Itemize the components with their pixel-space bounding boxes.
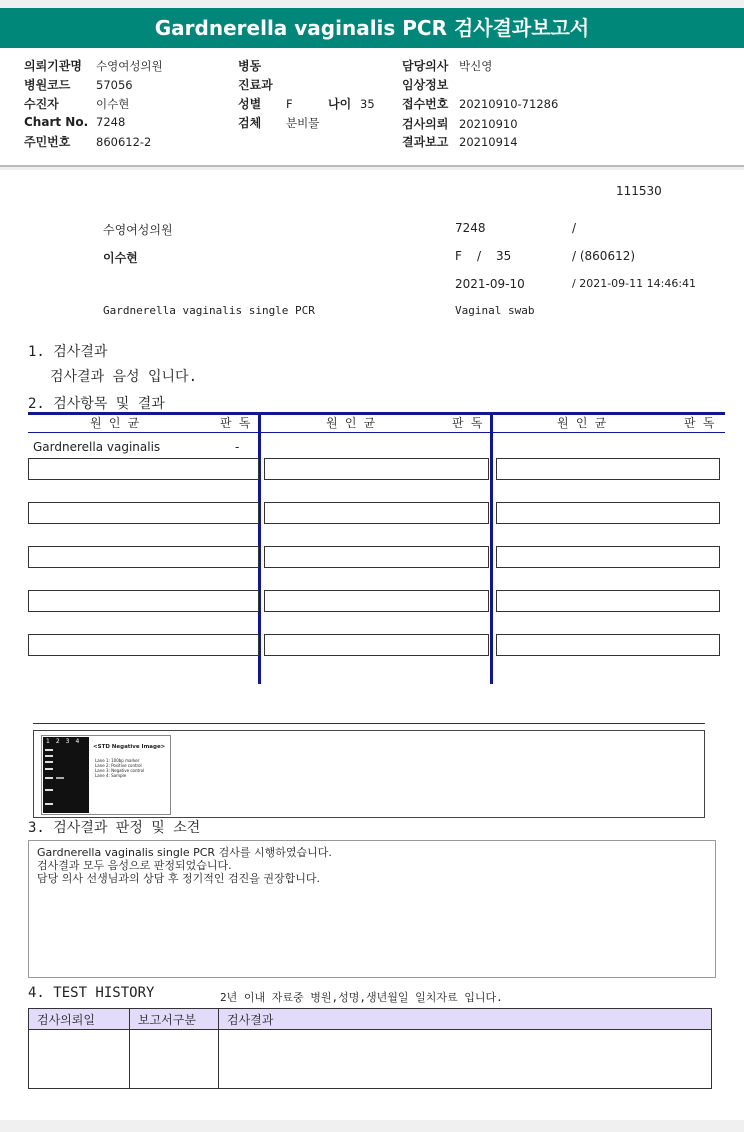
header-label: 나이 — [328, 97, 352, 111]
gel-legend-item: Lane 1: 100bp marker — [95, 758, 140, 763]
column-divider — [490, 412, 493, 684]
gel-band — [45, 761, 53, 763]
result-cell — [28, 634, 259, 656]
history-col-result: 검사결과 — [219, 1009, 712, 1030]
header-row-hospital-code — [24, 76, 133, 93]
history-note: 2년 이내 자료중 병원,성명,생년월일 일치자료 입니다. — [220, 991, 503, 1004]
table-header-rule — [28, 432, 725, 433]
header-value: 박신영 — [459, 59, 493, 73]
header-value: 860612-2 — [96, 135, 152, 149]
section-history-heading: 4. TEST HISTORY — [28, 985, 155, 1001]
result-cell — [264, 458, 489, 480]
gel-lane-number: 4 — [75, 738, 86, 745]
header-value: 20210914 — [459, 135, 518, 149]
gel-band — [45, 777, 53, 779]
header-value: 분비물 — [286, 116, 320, 130]
gel-lane-number: 1 — [46, 738, 56, 745]
result-cell — [496, 502, 720, 524]
opinion-line: 검사결과 모두 음성으로 판정되었습니다. — [37, 859, 232, 872]
header-value: F — [286, 97, 293, 111]
header-value: 이수현 — [96, 97, 130, 111]
report-ssn: / (860612) — [572, 249, 636, 263]
report-clinic: 수영여성의원 — [103, 223, 173, 237]
header-label: 수진자 — [24, 97, 59, 111]
gel-image-box — [33, 730, 705, 818]
header-label: 성별 — [238, 97, 262, 111]
header-row-chart-no — [24, 115, 125, 129]
col-pathogen-2: 원 인 균 — [326, 416, 376, 430]
header-row-age — [328, 95, 375, 112]
report-page — [0, 170, 744, 1120]
opinion-line: 담당 의사 선생님과의 상담 후 정기적인 검진을 권장합니다. — [37, 872, 320, 885]
report-separator: / — [477, 249, 482, 263]
history-table — [28, 1008, 712, 1089]
header-row-patient — [24, 95, 129, 112]
report-specimen: Vaginal swab — [455, 304, 535, 317]
header-row-report-date — [402, 133, 518, 150]
gel-legend-item: Lane 4: Sample — [95, 773, 127, 778]
gel-band — [56, 777, 64, 779]
result-cell — [264, 634, 489, 656]
header-row-clinic — [24, 57, 163, 74]
report-code: 111530 — [616, 184, 662, 198]
report-patient-name: 이수현 — [103, 251, 138, 265]
header-row-doctor — [402, 57, 492, 74]
col-pathogen-3: 원 인 균 — [557, 416, 607, 430]
header-value: 20210910-71286 — [459, 97, 559, 111]
header-row-department — [238, 76, 286, 93]
report-sex: F — [455, 249, 462, 263]
report-request-date: 2021-09-10 — [455, 277, 525, 291]
history-cell — [219, 1030, 712, 1089]
section-opinion-heading: 3. 검사결과 판정 및 소견 — [28, 820, 201, 836]
col-judge-3: 판 독 — [684, 416, 715, 430]
col-judge-2: 판 독 — [452, 416, 483, 430]
gel-band — [45, 789, 53, 791]
header-row-ward — [238, 57, 286, 74]
section-result-heading: 1. 검사결과 — [28, 344, 108, 360]
header-value: 20210910 — [459, 117, 518, 131]
col-pathogen-1: 원 인 균 — [90, 416, 140, 430]
result-cell — [496, 590, 720, 612]
header-label: 병원코드 — [24, 78, 71, 92]
gel-lanes — [43, 737, 89, 813]
report-chart-no: 7248 — [455, 221, 486, 235]
gel-band — [45, 803, 53, 805]
report-age: 35 — [496, 249, 512, 263]
gel-legend — [95, 758, 144, 778]
header-value: 7248 — [96, 115, 126, 129]
result-cell — [28, 546, 259, 568]
result-cell — [264, 590, 489, 612]
header-row-sex — [238, 95, 293, 112]
result-cell — [28, 502, 259, 524]
header-value: 수영여성의원 — [96, 59, 163, 73]
header-label: 의뢰기관명 — [24, 59, 82, 73]
gel-legend-item: Lane 2: Positive control — [95, 763, 142, 768]
header-label: 결과보고 — [402, 135, 449, 149]
header-label: 검사의뢰 — [402, 117, 449, 131]
result-cell — [28, 590, 259, 612]
header-row-request-date — [402, 115, 518, 132]
gel-electrophoresis-image — [41, 735, 171, 815]
result-cell — [28, 458, 259, 480]
header-label: 담당의사 — [402, 59, 449, 73]
gel-legend-item: Lane 3: Negative control — [95, 768, 145, 773]
section-items-heading: 2. 검사항목 및 결과 — [28, 396, 165, 412]
header-row-specimen — [238, 114, 319, 131]
divider — [33, 723, 705, 724]
result-cell — [496, 458, 720, 480]
history-col-request-date: 검사의뢰일 — [29, 1009, 130, 1030]
gel-title: <STD Negative Image> — [93, 744, 166, 750]
header-value: 35 — [360, 97, 375, 111]
header-label: 접수번호 — [402, 97, 449, 111]
history-col-report-type: 보고서구분 — [130, 1009, 219, 1030]
gel-band — [45, 768, 53, 770]
gel-band — [45, 749, 53, 751]
opinion-line: Gardnerella vaginalis single PCR 검사를 시행하였습니다. — [37, 846, 332, 859]
result-cell — [496, 634, 720, 656]
pathogen-name: Gardnerella vaginalis — [33, 440, 161, 454]
result-cell — [496, 546, 720, 568]
header-row-clinical-info — [402, 76, 459, 93]
header-row-receipt-no — [402, 95, 558, 112]
header-label: Chart No. — [24, 115, 89, 129]
header-label: 진료과 — [238, 78, 273, 92]
result-cell — [264, 546, 489, 568]
report-title: Gardnerella vaginalis PCR 검사결과보고서 — [0, 8, 744, 48]
col-judge-1: 판 독 — [220, 416, 251, 430]
header-label: 병동 — [238, 59, 262, 73]
gel-lane-number: 2 — [55, 738, 66, 745]
pathogen-result: - — [235, 440, 240, 454]
patient-header — [0, 48, 744, 167]
history-cell — [130, 1030, 219, 1089]
header-label: 검체 — [238, 116, 262, 130]
section-result-text: 검사결과 음성 입니다. — [50, 369, 198, 385]
report-test-name: Gardnerella vaginalis single PCR — [103, 304, 315, 317]
history-header-row — [29, 1009, 712, 1030]
header-row-ssn — [24, 133, 151, 150]
header-label: 주민번호 — [24, 135, 71, 149]
gel-band — [45, 755, 53, 757]
header-value: 57056 — [96, 78, 133, 92]
history-cell — [29, 1030, 130, 1089]
table-row — [29, 1030, 712, 1089]
header-label: 임상정보 — [402, 78, 449, 92]
result-cell — [264, 502, 489, 524]
report-datetime: / 2021-09-11 14:46:41 — [572, 277, 697, 290]
gel-lane-number: 3 — [65, 738, 76, 745]
opinion-box — [28, 840, 716, 978]
report-separator: / — [572, 221, 577, 235]
gel-lane-numbers — [46, 738, 85, 745]
